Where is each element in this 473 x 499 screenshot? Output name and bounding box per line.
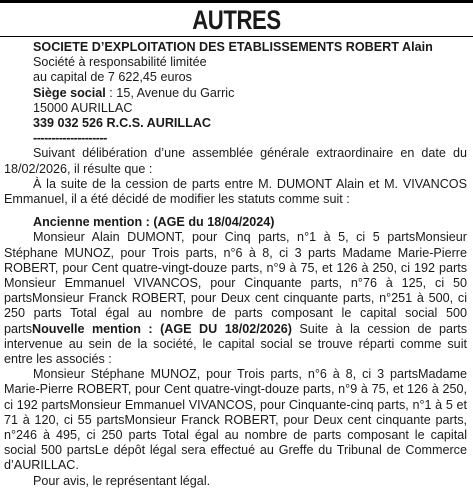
siege-value: : 15, Avenue du Garric — [105, 85, 235, 100]
company-header — [33, 40, 473, 146]
section-banner — [0, 0, 473, 37]
section-title: AUTRES — [192, 5, 281, 35]
nouvelle-mention-label: Nouvelle mention : (AGE DU 18/02/2026) — [32, 321, 292, 336]
paragraph-nouvelle-repartition: Monsieur Stéphane MUNOZ, pour Trois parts, n°6 à 8, ci 3 partsMadame Marie-Pierre ROBERT, pour Cent quatre-vingt-douze parts, n°9 à 75, et 126 à 250, ci 192 partsMonsieur Emmanuel VIVANCOS, pour Cinquante-cinq parts, n°1 à 5 et 71 à 120, ci 55 partsMonsieur Franck ROBERT, pour Deux cent cinquante parts, n°246 à 495, ci 250 parts Total égal au nombre de parts composant le capital social 500 partsLe dépôt légal sera effectué au Greffe du Tribunal de Commerce d’AURILLAC. — [4, 367, 467, 473]
ancienne-mention-label: Ancienne mention : (AGE du 18/04/2024) — [33, 215, 275, 230]
paragraph-signature: Pour avis, le représentant légal. — [33, 473, 211, 488]
company-capital: au capital de 7 622,45 euros — [33, 70, 192, 85]
ancienne-mention-text: Monsieur Alain DUMONT, pour Cinq parts, n°1 à 5, ci 5 partsMonsieur Stéphane MUNOZ, pour Trois parts, n°6 à 8, ci 3 parts Madame Marie-Pierre ROBERT, pour Cent quatre-vingt-douze parts, n°9 à 75, et 126 à 250, ci 192 parts Monsieur Emmanuel VIVANCOS, pour Cinquante parts, n°76 à 125, ci 50 partsMonsieur Franck ROBERT, pour Deux cent cinquante parts, n°251 à 500, ci 250 parts Total égal au nombre de parts composant le capital social 500 parts — [4, 230, 467, 336]
separator: -------------------- — [33, 131, 107, 146]
paragraph-cession: À la suite de la cession de parts entre M. DUMONT Alain et M. VIVANCOS Emmanuel, il a été décidé de modifier les statuts comme suit : — [4, 176, 467, 207]
company-type: Société à responsabilité limitée — [33, 55, 207, 70]
legal-notice — [0, 40, 473, 489]
siege-label: Siège social — [33, 85, 106, 100]
company-name: SOCIETE D’EXPLOITATION DES ETABLISSEMENTS ROBERT Alain — [33, 40, 433, 54]
company-siege — [33, 86, 473, 101]
nouvelle-mention-intro: Suite à la cession de parts intervenue au sein de la société, le capital social se trouve réparti comme suit entre les associés : — [4, 321, 467, 367]
company-city: 15000 AURILLAC — [33, 100, 133, 115]
company-rcs: 339 032 526 R.C.S. AURILLAC — [33, 116, 212, 131]
paragraph-ancienne-mention — [0, 230, 467, 367]
paragraph-deliberation: Suivant délibération d’une assemblée générale extraordinaire en date du 18/02/2026, il résulte que : — [4, 146, 467, 176]
